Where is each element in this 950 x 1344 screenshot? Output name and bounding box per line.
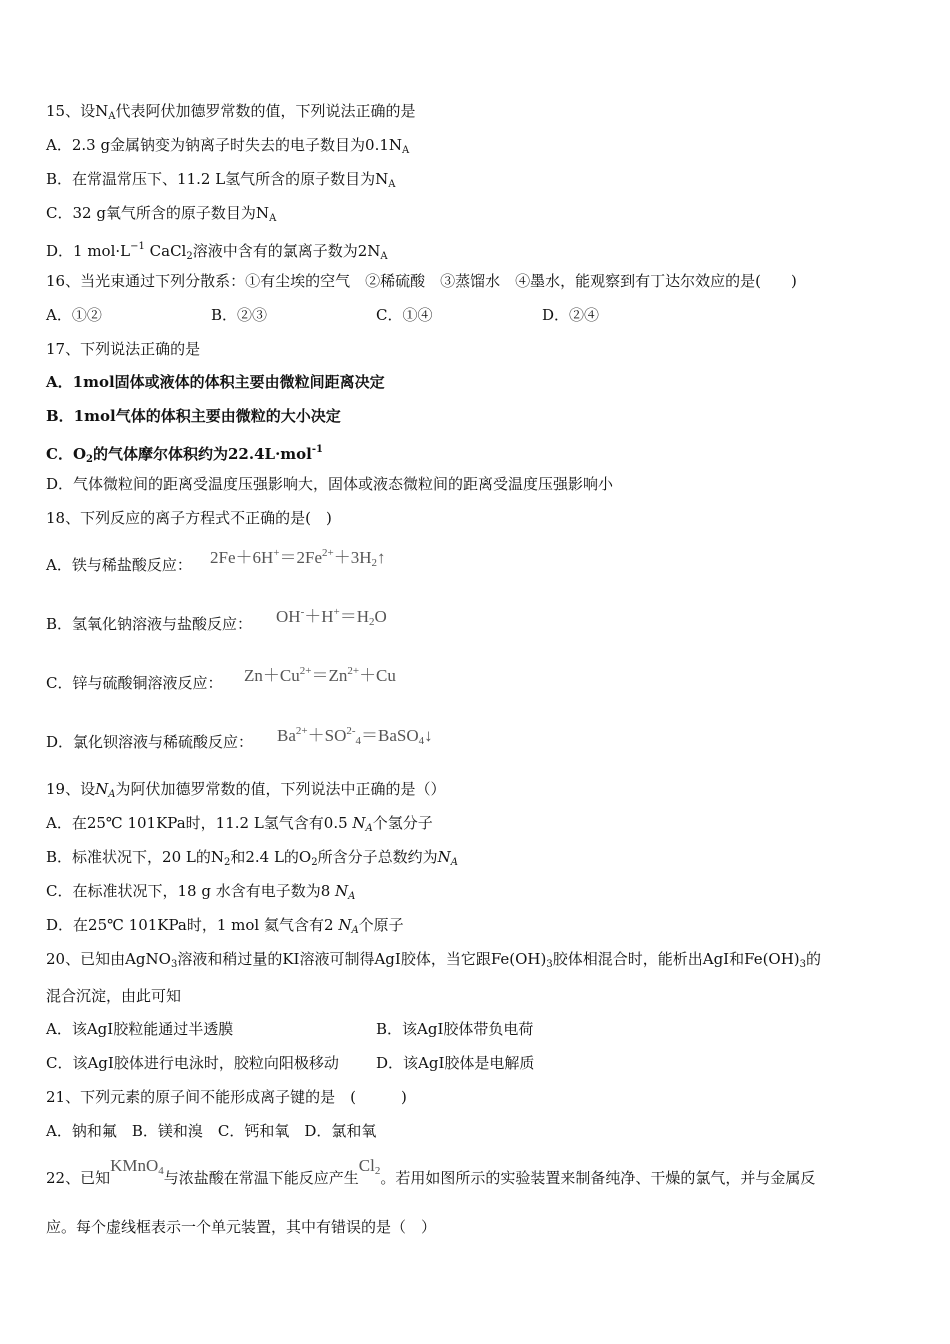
q18-equation-b: $OH^-+H^+=H_2O$ xyxy=(276,606,387,628)
q16-option-a: A．①② xyxy=(46,306,102,324)
q18-equation-a: $2Fe+6H^+=2Fe^{2+}+3H_2↑$ xyxy=(210,547,386,569)
q19-option-a: A．在25℃ 101KPa时，11.2 L氢气含有0.5 $N_A$个氢分子 xyxy=(46,814,433,834)
q19-option-b: B．标准状况下，20 L的$N_2$和2.4 L的$O_2$所含分子总数约为$N_A$ xyxy=(46,848,458,868)
q20-option-d: D．该AgI胶体是电解质 xyxy=(376,1054,535,1072)
q21-options: A．钠和氟 B．镁和溴 C．钙和氧 D．氯和氧 xyxy=(46,1122,377,1140)
kmno4-formula: KMnO$_4$ xyxy=(110,1156,164,1177)
q22-stem: 22、已知KMnO$_4$与浓盐酸在常温下能反应产生$Cl_2$。若用如图所示的实验装置来制备纯净、干燥的氯气，并与金属反 xyxy=(46,1156,816,1187)
q16-option-c: C．①④ xyxy=(376,306,433,324)
q21-stem: 21、下列元素的原子间不能形成离子键的是 ( ) xyxy=(46,1088,407,1106)
q20-stem-continued: 混合沉淀，由此可知 xyxy=(46,987,182,1005)
q17-option-d: D．气体微粒间的距离受温度压强影响大，固体或液态微粒间的距离受温度压强影响小 xyxy=(46,475,614,493)
q16-option-d: D．②④ xyxy=(542,306,600,324)
q18-option-d: D．氯化钡溶液与稀硫酸反应： xyxy=(46,733,254,751)
q15-stem: 15、设$N_A$代表阿伏加德罗常数的值，下列说法正确的是 xyxy=(46,102,416,122)
q19-stem: 19、设$N_A$为阿伏加德罗常数的值，下列说法中正确的是（） xyxy=(46,780,446,800)
q18-option-c: C．锌与硫酸铜溶液反应： xyxy=(46,674,223,692)
q18-stem: 18、下列反应的离子方程式不正确的是( ) xyxy=(46,509,332,527)
q15-option-a: A．2.3 g金属钠变为钠离子时失去的电子数目为$0.1N_A$ xyxy=(46,136,410,156)
q20-option-a: A．该AgI胶粒能通过半透膜 xyxy=(46,1020,234,1038)
q16-option-b: B．②③ xyxy=(211,306,268,324)
q15-option-c: C．32 g氧气所含的原子数目为$N_A$ xyxy=(46,204,277,224)
q17-stem: 17、下列说法正确的是 xyxy=(46,340,201,358)
q17-option-c: C．$O_2$的气体摩尔体积约为22.4L·mol$^{-1}$ xyxy=(46,444,323,465)
q19-option-d: D．在25℃ 101KPa时，1 mol 氦气含有2 $N_A$个原子 xyxy=(46,916,404,936)
q18-equation-d: $Ba^{2+}+SO^{2-}_4=BaSO_4↓$ xyxy=(277,725,433,747)
q20-option-c: C．该AgI胶体进行电泳时，胶粒向阳极移动 xyxy=(46,1054,339,1072)
q19-option-c: C．在标准状况下，18 g 水含有电子数为8 $N_A$ xyxy=(46,882,356,902)
q15-option-d: D．1 $mol\cdot L^{-1}$ CaCl$_2$溶液中含有的氯离子数为$2N_A$ xyxy=(46,241,388,262)
q17-option-b: B．1mol气体的体积主要由微粒的大小决定 xyxy=(46,407,341,425)
q18-equation-c: $Zn+Cu^{2+}=Zn^{2+}+Cu$ xyxy=(244,665,396,685)
cl2-formula: $Cl_2$ xyxy=(358,1156,381,1177)
q17-option-a: A．1mol固体或液体的体积主要由微粒间距离决定 xyxy=(46,373,385,391)
q22-stem-continued: 应。每个虚线框表示一个单元装置，其中有错误的是（ ） xyxy=(46,1218,437,1236)
q20-option-b: B．该AgI胶体带负电荷 xyxy=(376,1020,534,1038)
q18-option-a: A．铁与稀盐酸反应： xyxy=(46,556,192,574)
q18-option-b: B．氢氧化钠溶液与盐酸反应： xyxy=(46,615,253,633)
q15-option-b: B．在常温常压下、11.2 L氢气所含的原子数目为$N_A$ xyxy=(46,170,396,190)
q16-stem: 16、当光束通过下列分散系：①有尘埃的空气 ②稀硫酸 ③蒸馏水 ④墨水，能观察到有丁达尔效应的是( ) xyxy=(46,272,797,290)
q20-stem: 20、已知由AgNO$_3$溶液和稍过量的KI溶液可制得AgI胶体，当它跟$Fe(OH)_3$胶体相混合时，能析出AgI和$Fe(OH)_3$的 xyxy=(46,950,822,970)
